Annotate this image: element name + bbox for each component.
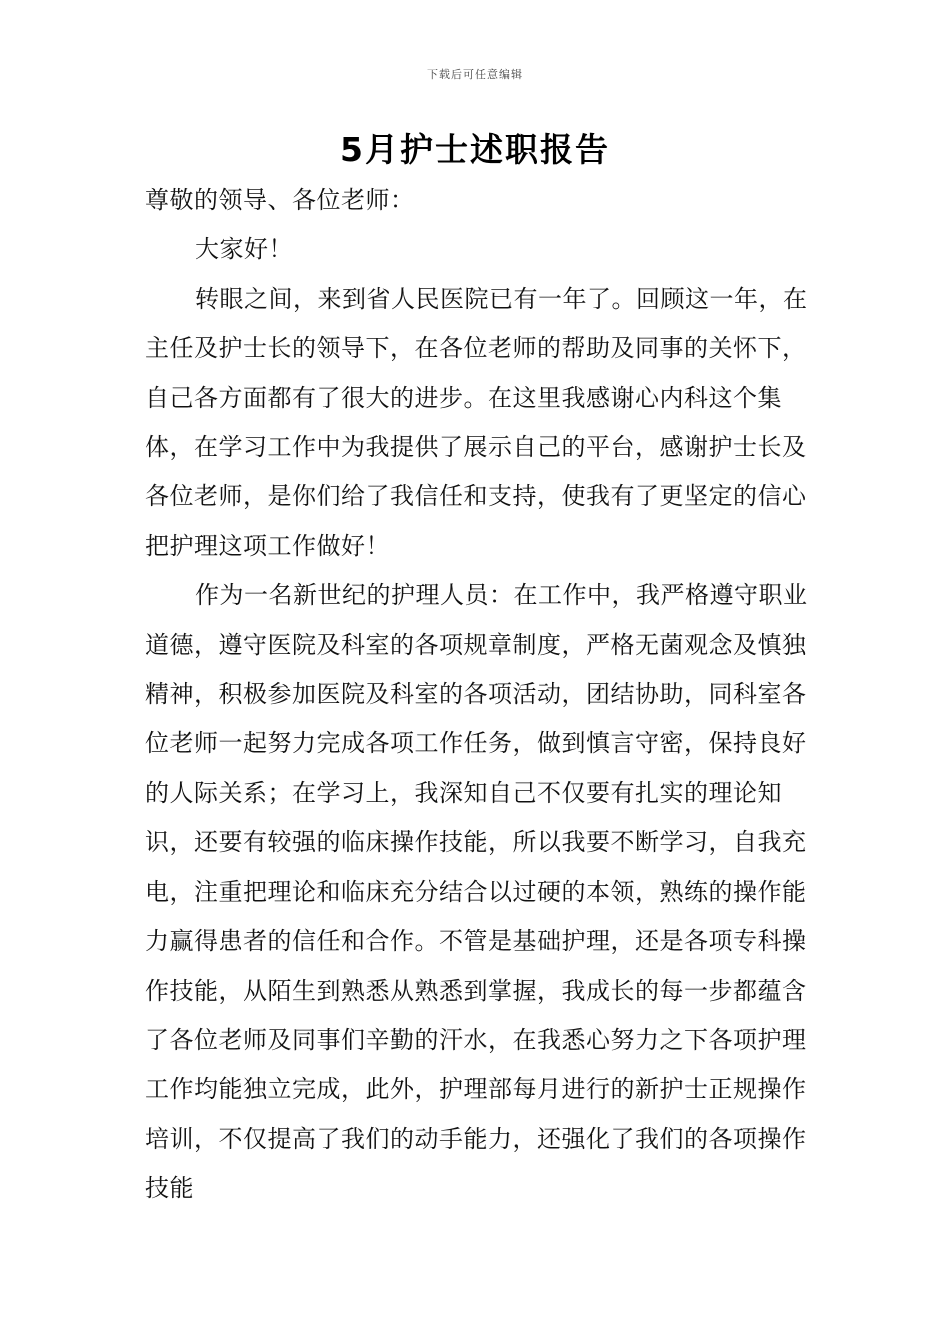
document-title: 5月护士述职报告 xyxy=(340,130,610,169)
document-body xyxy=(145,176,815,1214)
paragraph-1: 转眼之间，来到省人民医院已有一年了。回顾这一年，在主任及护士长的领导下，在各位老师的帮助及同事的关怀下，自己各方面都有了很大的进步。在这里我感谢心内科这个集体，在学习工作中为我提供了展示自己的平台，感谢护士长及各位老师，是你们给了我信任和支持，使我有了更坚定的信心把护理这项工作做好！ xyxy=(145,284,808,560)
header-note: 下载后可任意编辑 xyxy=(427,68,523,81)
salutation: 尊敬的领导、各位老师： xyxy=(145,186,415,214)
paragraph-2: 作为一名新世纪的护理人员：在工作中，我严格遵守职业道德，遵守医院及科室的各项规章制度，严格无菌观念及慎独精神，积极参加医院及科室的各项活动，团结协助，同科室各位老师一起努力完成各项工作任务，做到慎言守密，保持良好的人际关系；在学习上，我深知自己不仅要有扎实的理论知识，还要有较强的临床操作技能，所以我要不断学习，自我充电，注重把理论和临床充分结合以过硬的本领，熟练的操作能力赢得患者的信任和合作。不管是基础护理，还是各项专科操作技能，从陌生到熟悉从熟悉到掌握，我成长的每一步都蕴含了各位老师及同事们辛勤的汗水，在我悉心努力之下各项护理工作均能独立完成，此外，护理部每月进行的新护士正规操作培训，不仅提高了我们的动手能力，还强化了我们的各项操作技能 xyxy=(145,581,808,1203)
greeting: 大家好！ xyxy=(195,235,293,264)
